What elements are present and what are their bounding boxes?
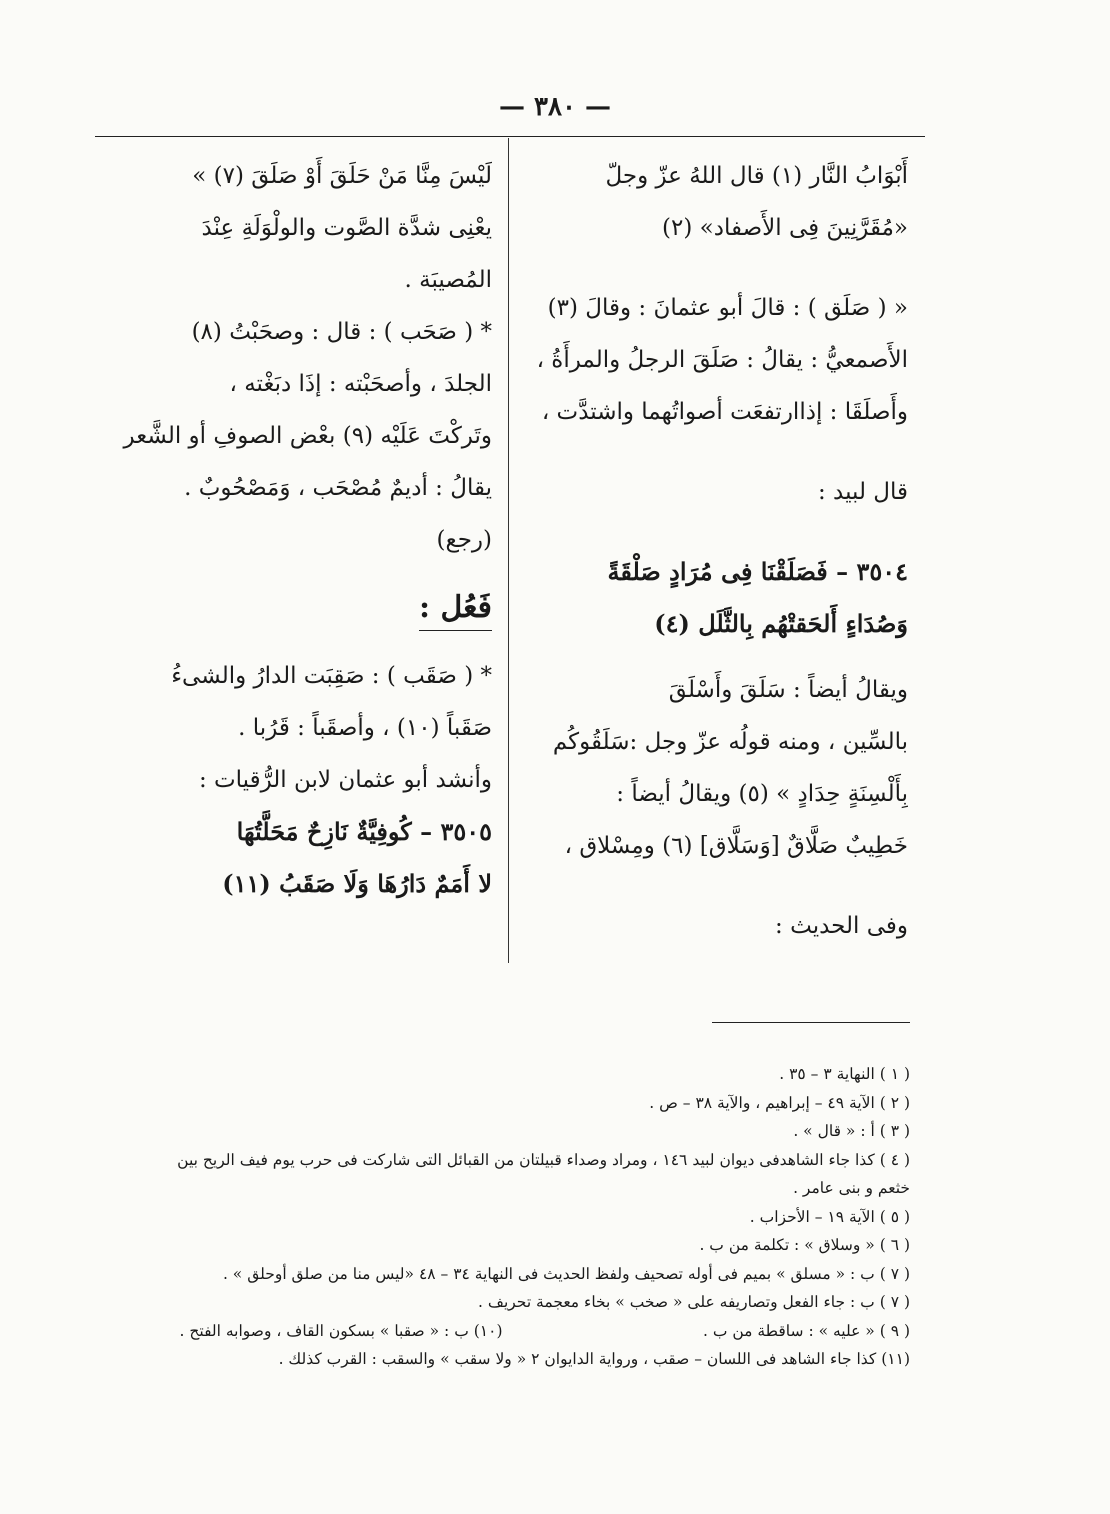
verse-line: وَصُدَاءٍ أَلحَقتْهُم بِالثَّلَل (٤) [654,609,908,638]
text-line: قال لبيد : [817,479,908,505]
text-line: صَقَباً (١٠) ، وأصقَباً : قَرُبا . [238,715,492,741]
header-rule [95,136,925,137]
text-line: «مُقَرَّنِينَ فِى الأَصفاد» (٢) [662,215,908,241]
text-line: وتَركْتَ عَلَيْه (٩) بعْض الصوفِ أو الشَّعر [123,423,492,449]
entry-line: « ( صَلَق ) : قالَ أبو عثمانَ : وقالَ (٣) [547,295,908,321]
text-line: وفى الحديث : [775,913,908,939]
footnotes [95,1060,910,1374]
verse-line: لا أَمَمٌ دَارُهَا وَلَا صَقَبُ (١١) [222,869,492,898]
text-line: الجلدَ ، وأصحَبْته : إذَا دبَغْته ، [229,371,492,397]
text-line: أَبْوَابُ النَّار (١) قال اللهُ عزّ وجلّ [605,163,908,189]
footnote: ( ٣ ) أ : « قال » . [793,1122,910,1140]
entry-line: * ( صَحَب ) : قال : وصحَبْتُ (٨) [191,319,492,345]
footnote: ( ٧ ) ب : جاء الفعل وتصاريفه على « صخب » بخاء معجمة تحريف . [478,1293,910,1311]
footnote: ( ٤ ) كذا جاء الشاهدفى ديوان لبيد ١٤٦ ، ومراد وصداء قبيلتان من القبائل التى شاركت فى حرب يوم فيف الريح بين [177,1150,910,1169]
footnote: (١٠) ب : « صقبا » بسكون القاف ، وصوابه الفتح . [179,1321,503,1340]
footnote: ( ٢ ) الآية ٤٩ – إبراهيم ، والآية ٣٨ – ص . [649,1093,910,1112]
footnote: ( ٧ ) ب : « مسلق » بميم فى أوله تصحيف ولفظ الحديث فى النهاية ٣٤ – ٤٨ «ليس منا من صلق أوحلق » . [222,1264,910,1283]
text-line: بِأَلْسِنَةٍ حِدَادٍ » (٥) ويقالُ أيضاً : [616,781,908,807]
text-line: ويقالُ أيضاً : سَلَقَ وأَسْلَقَ [668,677,908,703]
text-line: الأَصمعيُّ : يقالُ : صَلَقَ الرجلُ والمرأَةُ ، [536,347,908,373]
text-line: المُصيبَة . [404,267,492,293]
text-line: لَيْسَ مِنَّا مَنْ حَلَقَ أَوْ صَلَقَ (٧) » [192,163,492,189]
footnote: ( ٥ ) الآية ١٩ – الأحزاب . [749,1207,910,1226]
entry-line: * ( صَقَب ) : صَقِبَت الدارُ والشىءُ [171,663,492,689]
footnote: ( ٦ ) « وسلاق » : تكلمة من ب . [699,1236,910,1254]
column-divider [508,138,509,963]
reference-note: (رجع) [436,527,492,553]
footnote: ( ١ ) النهاية ٣ – ٣٥ . [779,1065,910,1083]
footnote-rule [712,1022,910,1023]
text-line: وأنشد أبو عثمان لابن الرُّقيات : [198,767,492,793]
footnote: (١١) كذا جاء الشاهد فى اللسان – صقب ، ورواية الدايوان ٢ « ولا سقب » والسقب : القرب كذلك . [278,1350,910,1368]
footnote: ( ٩ ) « عليه » : ساقطة من ب . [702,1321,910,1340]
verse-line: ٣٥٠٥ – كُوفِيَّةٌ نَازِحٌ مَحَلَّتُهَا [236,817,492,846]
text-line: يعْنِى شدَّة الصَّوت والولْوَلَةِ عِنْدَ [201,215,492,241]
footnote: خثعم و بنى عامر . [793,1179,910,1197]
section-title: فَعُل : [419,586,492,631]
text-line: بالسِّين ، ومنه قولُه عزّ وجل :سَلَقُوكُم [552,729,908,755]
verse-line: ٣٥٠٤ – فَصَلَقْنَا فِى مُرَادٍ صَلْقَةً [607,557,908,586]
text-line: خَطِيبٌ صَلَّاقٌ [وَسَلَّاق] (٦) ومِسْلاق ، [564,833,908,859]
text-line: يقالُ : أديمٌ مُصْحَب ، وَمَصْحُوبٌ . [184,475,492,501]
right-column [528,150,908,952]
text-line: وأَصلَقَا : إذاارتفعَت أصواتُهما واشتدَّت ، [541,399,908,425]
footnote-pair [95,1317,910,1346]
left-column [112,150,492,910]
page-number: — ٣٨٠ — [498,92,612,122]
